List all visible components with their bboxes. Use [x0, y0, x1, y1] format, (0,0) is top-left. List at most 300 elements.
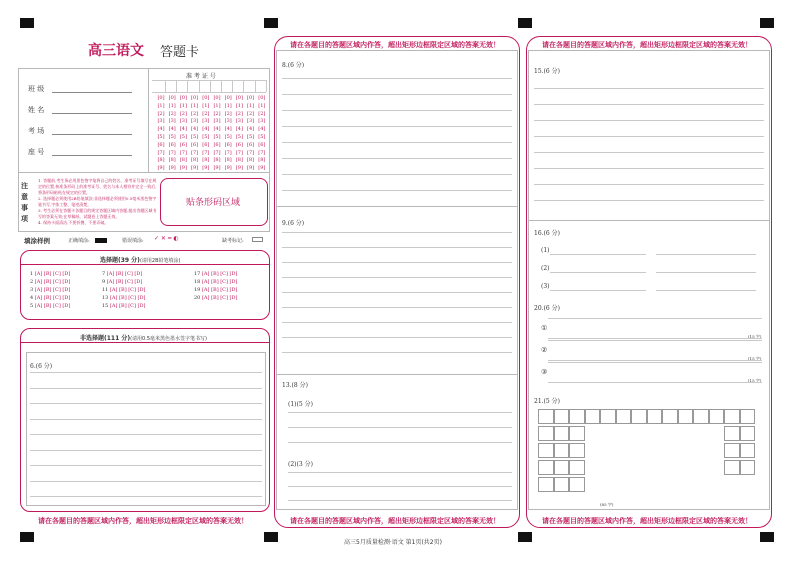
question-20-label: 20.(6 分) — [534, 305, 560, 312]
answer-line[interactable] — [534, 168, 764, 169]
mc-question-row[interactable]: 18 [A] [B] [C] [D] — [194, 279, 238, 285]
digit-bubble[interactable]: [0] — [213, 95, 221, 101]
digit-bubble[interactable]: [6] — [157, 141, 165, 148]
exam-number-cell-divider — [266, 80, 267, 92]
question-13-label: 13.(8 分) — [282, 382, 308, 389]
exam-number-cell-divider — [221, 80, 222, 92]
answer-line[interactable] — [288, 412, 512, 413]
writing-grid-cell[interactable] — [724, 426, 740, 441]
writing-grid-cell[interactable] — [538, 426, 554, 441]
answer-line[interactable] — [548, 362, 762, 363]
answer-line[interactable] — [30, 372, 262, 373]
digit-bubble[interactable]: [7] — [202, 149, 210, 156]
mc-question-row[interactable]: 4 [A] [B] [C] [D] — [30, 295, 71, 301]
digit-bubble[interactable]: [8] — [235, 157, 243, 164]
digit-bubble[interactable]: [8] — [157, 157, 165, 164]
digit-bubble[interactable]: [5] — [258, 133, 266, 140]
registration-mark — [760, 532, 774, 542]
answer-line[interactable] — [30, 496, 262, 497]
exam-room-label: 考 场 — [28, 127, 45, 135]
digit-bubble[interactable]: [4] — [179, 126, 187, 133]
writing-grid-cell[interactable] — [662, 443, 678, 458]
question-13-2-label: (2)(3 分) — [288, 461, 313, 468]
notes-list — [38, 178, 158, 226]
answer-line[interactable] — [282, 277, 512, 278]
digit-bubble[interactable]: [9] — [247, 165, 255, 172]
digit-bubble[interactable]: [8] — [258, 157, 266, 164]
writing-grid-cell[interactable] — [693, 426, 709, 441]
non-choice-answer-box — [26, 352, 266, 506]
digit-bubble[interactable]: [9] — [213, 165, 221, 172]
digit-bubble[interactable]: [9] — [258, 165, 266, 172]
digit-bubble[interactable]: [7] — [179, 149, 187, 156]
writing-grid-cell[interactable] — [569, 477, 585, 492]
writing-grid-cell[interactable] — [709, 426, 725, 441]
answer-line[interactable] — [30, 450, 262, 451]
writing-grid-cell[interactable] — [538, 409, 554, 424]
question-13-1-label: (1)(5 分) — [288, 401, 313, 408]
writing-grid-cell[interactable] — [616, 426, 632, 441]
exam-number-cell-divider — [243, 80, 244, 92]
digit-column — [234, 95, 244, 173]
answer-line[interactable] — [548, 318, 762, 319]
warning-text: 请在各题目的答题区域内作答，超出矩形边框限定区域的答案无效！ — [290, 41, 500, 49]
writing-grid-cell[interactable] — [678, 426, 694, 441]
digit-bubble[interactable]: [1] — [213, 102, 221, 109]
digit-column — [246, 95, 256, 173]
writing-grid-cell[interactable] — [616, 443, 632, 458]
digit-bubble[interactable]: [1] — [224, 102, 232, 109]
writing-grid-cell[interactable] — [724, 443, 740, 458]
exam-number-cell-divider — [255, 80, 256, 92]
answer-line[interactable] — [656, 290, 756, 291]
writing-grid-cell[interactable] — [631, 460, 647, 475]
mc-question-row[interactable]: 2 [A] [B] [C] [D] — [30, 279, 71, 285]
digit-column — [156, 95, 166, 173]
digit-bubble[interactable]: [2] — [157, 110, 165, 117]
writing-grid-cell[interactable] — [693, 460, 709, 475]
warning-text: 请在各题目的答题区域内作答，超出矩形边框限定区域的答案无效！ — [542, 41, 752, 49]
writing-grid-cell[interactable] — [600, 443, 616, 458]
digit-bubble[interactable]: [2] — [179, 110, 187, 117]
digit-bubble[interactable]: [8] — [224, 157, 232, 164]
digit-column — [190, 95, 200, 173]
digit-bubble[interactable]: [0] — [247, 95, 255, 101]
writing-grid-cell[interactable] — [678, 409, 694, 424]
digit-bubble[interactable]: [7] — [235, 149, 243, 156]
answer-line[interactable] — [534, 104, 764, 105]
writing-grid-cell[interactable] — [585, 409, 601, 424]
q20-item-1: ① — [541, 324, 548, 332]
answer-line[interactable] — [30, 388, 262, 389]
digit-bubble[interactable]: [0] — [179, 95, 187, 101]
digit-bubble[interactable]: [6] — [258, 141, 266, 148]
answer-line[interactable] — [548, 382, 762, 383]
registration-mark — [760, 18, 774, 28]
digit-bubble[interactable]: [0] — [191, 95, 199, 101]
digit-bubble[interactable]: [2] — [202, 110, 210, 117]
question-8-label: 8.(6 分) — [282, 62, 305, 69]
answer-line[interactable] — [534, 88, 764, 89]
digit-bubble[interactable]: [6] — [191, 141, 199, 148]
writing-grid-cell[interactable] — [740, 443, 756, 458]
digit-bubble[interactable]: [8] — [247, 157, 255, 164]
writing-grid-cell[interactable] — [554, 426, 570, 441]
digit-bubble[interactable]: [3] — [213, 118, 221, 125]
answer-line[interactable] — [282, 352, 512, 353]
writing-grid-cell[interactable] — [662, 409, 678, 424]
digit-bubble[interactable]: [1] — [202, 102, 210, 109]
writing-grid-cell[interactable] — [600, 426, 616, 441]
digit-bubble[interactable]: [4] — [202, 126, 210, 133]
q16-item-3: (3) — [541, 283, 550, 290]
answer-line[interactable] — [534, 136, 764, 137]
digit-bubble[interactable]: [5] — [213, 133, 221, 140]
digit-bubble[interactable]: [6] — [202, 141, 210, 148]
registration-mark — [518, 532, 532, 542]
digit-bubble[interactable]: [5] — [224, 133, 232, 140]
warning-text: 请在各题目的答题区域内作答，超出矩形边框限定区域的答案无效！ — [290, 517, 500, 525]
note-item: 1. 答题前,考生务必用黑色签字笔将自己的姓名、准考证号填写在规定的位置,核准条形码上的准考证号、姓名与本人相符并完全一致后,将条形码粘贴在规定的位置。 — [38, 178, 157, 195]
mc-question-row[interactable]: 15 [A] [B] [C] [D] — [102, 303, 146, 309]
digit-bubble[interactable]: [5] — [179, 133, 187, 140]
writing-grid-cell[interactable] — [631, 409, 647, 424]
answer-line[interactable] — [656, 272, 756, 273]
digit-bubble[interactable]: [7] — [247, 149, 255, 156]
digit-bubble[interactable]: [2] — [213, 110, 221, 117]
digit-bubble[interactable]: [6] — [168, 141, 176, 148]
mc-question-row[interactable]: 1 [A] [B] [C] [D] — [30, 271, 71, 277]
digit-bubble[interactable]: [1] — [258, 102, 266, 109]
digit-bubble[interactable]: [0] — [202, 95, 210, 101]
digit-bubble[interactable]: [5] — [191, 133, 199, 140]
exam-number-cell-divider — [176, 80, 177, 92]
writing-grid-cell[interactable] — [740, 409, 756, 424]
digit-bubble[interactable]: [2] — [247, 110, 255, 117]
digit-bubble[interactable]: [9] — [179, 165, 187, 172]
writing-grid-cell[interactable] — [709, 460, 725, 475]
digit-bubble[interactable]: [7] — [224, 149, 232, 156]
registration-mark — [20, 18, 34, 28]
digit-bubble[interactable]: [6] — [179, 141, 187, 148]
mc-question-row[interactable]: 19 [A] [B] [C] [D] — [194, 287, 238, 293]
writing-grid-cell[interactable] — [600, 409, 616, 424]
answer-line[interactable] — [548, 338, 762, 339]
digit-bubble[interactable]: [4] — [191, 126, 199, 133]
note-item: 2. 选择题必须使用2B铅笔填涂;非选择题必须使用0.5毫米黑色签字笔书写,字体工整、笔迹清楚。 — [38, 196, 157, 207]
digit-bubble[interactable]: [3] — [247, 118, 255, 125]
answer-line[interactable] — [534, 152, 764, 153]
answer-line[interactable] — [288, 500, 512, 501]
digit-bubble[interactable]: [1] — [179, 102, 187, 109]
writing-grid-cell[interactable] — [647, 460, 663, 475]
exam-number-cell-divider — [165, 80, 166, 92]
digit-bubble[interactable]: [0] — [224, 95, 232, 101]
answer-line[interactable] — [288, 472, 512, 473]
digit-bubble[interactable]: [4] — [168, 126, 176, 133]
exam-number-cell-divider — [199, 80, 200, 92]
writing-grid-cell[interactable] — [569, 426, 585, 441]
writing-grid-cell[interactable] — [693, 409, 709, 424]
answer-line[interactable] — [534, 120, 764, 121]
absent-mark-label: 缺考标记: — [222, 238, 244, 244]
digit-bubble[interactable]: [2] — [258, 110, 266, 117]
non-choice-title: 非选择题(111 分)(请用0.5毫米黑色墨水签字笔书写) — [80, 335, 207, 342]
writing-grid-cell[interactable] — [569, 460, 585, 475]
writing-grid-cell[interactable] — [569, 443, 585, 458]
mc-question-row[interactable]: 11 [A] [B] [C] [D] — [102, 287, 146, 293]
writing-grid-cell[interactable] — [740, 460, 756, 475]
digit-bubble[interactable]: [0] — [235, 95, 243, 101]
digit-bubble[interactable]: [8] — [213, 157, 221, 164]
digit-bubble[interactable]: [7] — [258, 149, 266, 156]
writing-grid-cell[interactable] — [631, 443, 647, 458]
answer-line[interactable] — [30, 434, 262, 435]
answer-line[interactable] — [282, 292, 512, 293]
registration-mark — [518, 18, 532, 28]
digit-bubble[interactable]: [9] — [191, 165, 199, 172]
digit-column — [212, 95, 222, 173]
answer-line[interactable] — [288, 486, 512, 487]
answer-line[interactable] — [282, 94, 512, 95]
writing-grid-cell[interactable] — [538, 443, 554, 458]
page-footer: 高三5月质量检测·语文 第1页(共2页) — [344, 539, 442, 546]
digit-column — [201, 95, 211, 173]
answer-line[interactable] — [282, 232, 512, 233]
digit-bubble[interactable]: [4] — [224, 126, 232, 133]
registration-mark — [264, 18, 278, 28]
writing-grid-cell[interactable] — [569, 409, 585, 424]
writing-grid-cell[interactable] — [600, 460, 616, 475]
question-15-label: 15.(6 分) — [534, 68, 560, 75]
answer-line[interactable] — [534, 184, 764, 185]
digit-bubble[interactable]: [1] — [168, 102, 176, 109]
absent-mark-box[interactable] — [252, 237, 263, 242]
question-6-label: 6.(6 分) — [30, 363, 53, 370]
digit-bubble[interactable]: [6] — [247, 141, 255, 148]
name-label: 姓 名 — [28, 106, 45, 114]
digit-bubble[interactable]: [3] — [258, 118, 266, 125]
card-subtitle: 答题卡 — [160, 45, 200, 60]
question-16-label: 16.(6 分) — [534, 230, 560, 237]
digit-bubble[interactable]: [1] — [247, 102, 255, 109]
correct-fill-label: 正确填涂: — [68, 238, 90, 244]
writing-grid-cell[interactable] — [647, 426, 663, 441]
answer-line[interactable] — [282, 262, 512, 263]
fill-sample-label: 填涂样例 — [24, 237, 50, 245]
correct-fill-sample — [95, 238, 107, 243]
seat-field[interactable] — [52, 155, 132, 156]
digit-bubble[interactable]: [1] — [235, 102, 243, 109]
mc-question-row[interactable]: 17 [A] [B] [C] [D] — [194, 271, 238, 277]
digit-column — [257, 95, 267, 173]
q21-score: (85 字) — [600, 502, 614, 507]
mc-question-row[interactable]: 5 [A] [B] [C] [D] — [30, 303, 71, 309]
mc-question-row[interactable]: 7 [A] [B] [C] [D] — [102, 271, 143, 277]
answer-line[interactable] — [288, 427, 512, 428]
q16-item-2: (2) — [541, 265, 550, 272]
writing-grid-cell[interactable] — [724, 409, 740, 424]
digit-column — [178, 95, 188, 173]
writing-grid-cell[interactable] — [647, 409, 663, 424]
question-21-label: 21.(5 分) — [534, 398, 560, 405]
digit-bubble[interactable]: [7] — [168, 149, 176, 156]
digit-bubble[interactable]: [7] — [191, 149, 199, 156]
answer-line[interactable] — [30, 465, 262, 466]
q16-item-1: (1) — [541, 247, 550, 254]
digit-bubble[interactable]: [0] — [258, 95, 266, 101]
digit-bubble[interactable]: [9] — [202, 165, 210, 172]
digit-bubble[interactable]: [5] — [202, 133, 210, 140]
digit-bubble[interactable]: [2] — [191, 110, 199, 117]
answer-line[interactable] — [656, 254, 756, 255]
mc-question-row[interactable]: 13 [A] [B] [C] [D] — [102, 295, 146, 301]
answer-line[interactable] — [534, 200, 764, 201]
writing-grid-cell[interactable] — [585, 460, 601, 475]
digit-bubble[interactable]: [8] — [179, 157, 187, 164]
digit-bubble[interactable]: [3] — [168, 118, 176, 125]
answer-line[interactable] — [30, 481, 262, 482]
digit-bubble[interactable]: [9] — [157, 165, 165, 172]
answer-line[interactable] — [550, 272, 646, 273]
digit-bubble[interactable]: [0] — [157, 95, 165, 101]
writing-grid-cell[interactable] — [709, 409, 725, 424]
exam-number-cell-divider — [210, 80, 211, 92]
digit-bubble[interactable]: [6] — [224, 141, 232, 148]
writing-grid-cell[interactable] — [631, 426, 647, 441]
seat-label: 座 号 — [28, 148, 45, 156]
warning-text: 请在各题目的答题区域内作答，超出矩形边框限定区域的答案无效！ — [542, 517, 752, 525]
answer-line[interactable] — [282, 78, 512, 79]
digit-bubble[interactable]: [3] — [157, 118, 165, 125]
exam-room-field[interactable] — [52, 134, 132, 135]
answer-line[interactable] — [282, 307, 512, 308]
mc-question-row[interactable]: 3 [A] [B] [C] [D] — [30, 287, 71, 293]
digit-bubble[interactable]: [4] — [213, 126, 221, 133]
writing-grid-cell[interactable] — [554, 477, 570, 492]
answer-line[interactable] — [550, 290, 646, 291]
answer-line[interactable] — [282, 110, 512, 111]
digit-bubble[interactable]: [4] — [258, 126, 266, 133]
digit-bubble[interactable]: [2] — [235, 110, 243, 117]
digit-bubble[interactable]: [2] — [224, 110, 232, 117]
digit-bubble[interactable]: [5] — [157, 133, 165, 140]
writing-grid-cell[interactable] — [554, 460, 570, 475]
wrong-fill-label: 错误填涂: — [122, 238, 144, 244]
answer-line[interactable] — [282, 142, 512, 143]
class-field[interactable] — [52, 92, 132, 93]
writing-grid-cell[interactable] — [662, 426, 678, 441]
writing-grid-cell[interactable] — [585, 443, 601, 458]
digit-bubble[interactable]: [3] — [235, 118, 243, 125]
registration-mark — [264, 532, 278, 542]
mc-title: 选择题(39 分)(请用2B铅笔填涂) — [100, 257, 181, 264]
writing-grid-cell[interactable] — [740, 426, 756, 441]
writing-grid-cell[interactable] — [709, 443, 725, 458]
note-item: 4. 保持卡面清洁,不要折叠、不要弄破。 — [38, 220, 109, 225]
answer-line[interactable] — [550, 254, 646, 255]
digit-bubble[interactable]: [2] — [168, 110, 176, 117]
writing-grid-cell[interactable] — [693, 443, 709, 458]
answer-line[interactable] — [282, 190, 512, 191]
digit-bubble[interactable]: [4] — [247, 126, 255, 133]
card-title: 高三语文 — [88, 43, 144, 59]
writing-grid-cell[interactable] — [554, 443, 570, 458]
digit-bubble[interactable]: [0] — [168, 95, 176, 101]
digit-bubble[interactable]: [8] — [191, 157, 199, 164]
q20-score-3: (15 字) — [748, 378, 762, 383]
digit-bubble[interactable]: [6] — [235, 141, 243, 148]
digit-bubble[interactable]: [7] — [157, 149, 165, 156]
writing-grid-cell[interactable] — [678, 460, 694, 475]
digit-bubble[interactable]: [7] — [213, 149, 221, 156]
writing-grid-cell[interactable] — [678, 443, 694, 458]
digit-bubble[interactable]: [9] — [235, 165, 243, 172]
answer-line[interactable] — [548, 360, 762, 361]
digit-bubble[interactable]: [1] — [157, 102, 165, 109]
notes-side-label: 注意事项 — [21, 181, 28, 223]
warning-text: 请在各题目的答题区域内作答，超出矩形边框限定区域的答案无效！ — [38, 517, 248, 525]
digit-bubble[interactable]: [3] — [191, 118, 199, 125]
q20-item-3: ③ — [541, 368, 548, 376]
answer-line[interactable] — [282, 174, 512, 175]
mc-question-row[interactable]: 20 [A] [B] [C] [D] — [194, 295, 238, 301]
writing-grid-cell[interactable] — [585, 426, 601, 441]
digit-bubble[interactable]: [9] — [168, 165, 176, 172]
digit-bubble[interactable]: [3] — [224, 118, 232, 125]
digit-bubble[interactable]: [5] — [168, 133, 176, 140]
answer-line[interactable] — [282, 158, 512, 159]
writing-grid-cell[interactable] — [662, 460, 678, 475]
answer-line[interactable] — [30, 403, 262, 404]
writing-grid-cell[interactable] — [724, 460, 740, 475]
digit-bubble[interactable]: [5] — [247, 133, 255, 140]
writing-grid-cell[interactable] — [538, 460, 554, 475]
exam-number-cell-divider — [187, 80, 188, 92]
writing-grid-cell[interactable] — [616, 460, 632, 475]
digit-bubble[interactable]: [9] — [224, 165, 232, 172]
digit-bubble[interactable]: [6] — [213, 141, 221, 148]
writing-grid-cell[interactable] — [647, 443, 663, 458]
name-field[interactable] — [52, 113, 132, 114]
answer-line[interactable] — [288, 442, 512, 443]
writing-grid-cell[interactable] — [538, 477, 554, 492]
writing-grid-cell[interactable] — [554, 409, 570, 424]
class-label: 班 级 — [28, 85, 45, 93]
digit-bubble[interactable]: [8] — [168, 157, 176, 164]
answer-line[interactable] — [282, 337, 512, 338]
answer-line[interactable] — [282, 247, 512, 248]
digit-bubble[interactable]: [4] — [157, 126, 165, 133]
digit-bubble[interactable]: [4] — [235, 126, 243, 133]
writing-grid-cell[interactable] — [616, 409, 632, 424]
answer-line[interactable] — [548, 340, 762, 341]
exam-number-label: 准 考 证 号 — [186, 73, 216, 80]
mc-question-row[interactable]: 9 [A] [B] [C] [D] — [102, 279, 143, 285]
digit-bubble[interactable]: [3] — [179, 118, 187, 125]
answer-line[interactable] — [30, 419, 262, 420]
q20-score-1: (15 字) — [748, 334, 762, 339]
digit-bubble[interactable]: [8] — [202, 157, 210, 164]
wrong-fill-samples: ✓ ✕ ━ ◐ — [154, 235, 179, 242]
answer-line[interactable] — [282, 322, 512, 323]
digit-bubble[interactable]: [3] — [202, 118, 210, 125]
digit-bubble[interactable]: [1] — [191, 102, 199, 109]
answer-line[interactable] — [282, 126, 512, 127]
digit-bubble[interactable]: [5] — [235, 133, 243, 140]
digit-column — [223, 95, 233, 173]
registration-mark — [20, 532, 34, 542]
